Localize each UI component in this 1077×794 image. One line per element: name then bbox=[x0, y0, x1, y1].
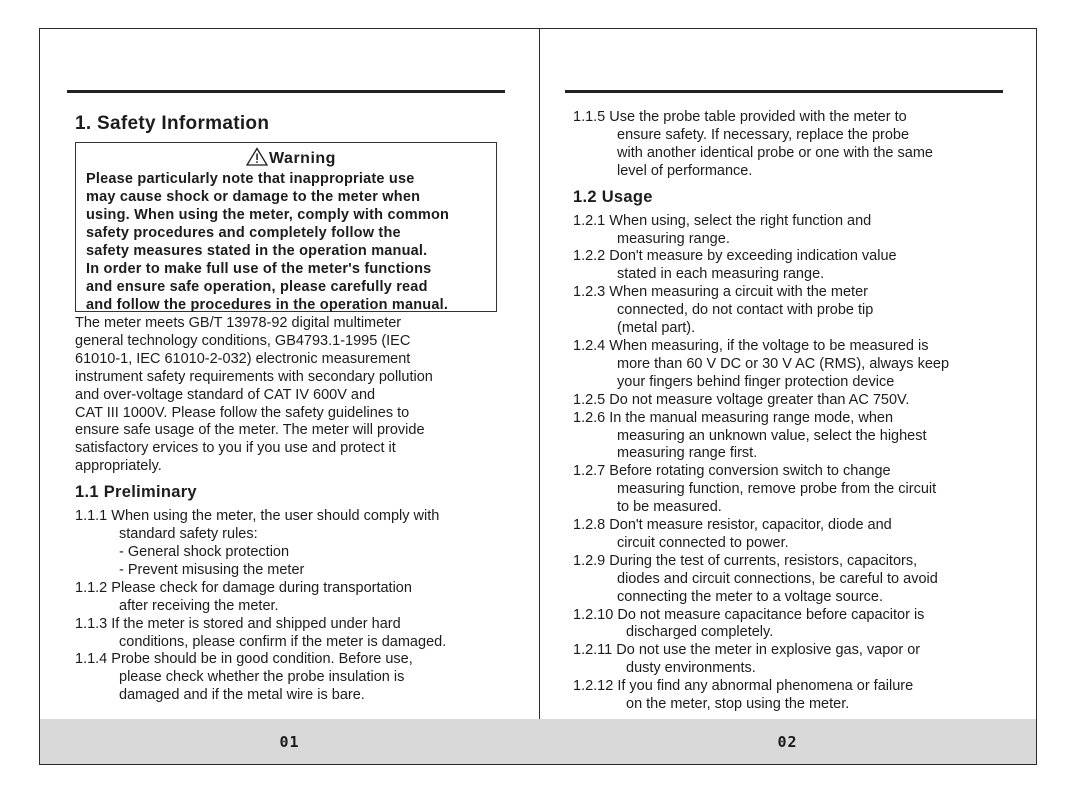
item-first-line: 1.1.3 If the meter is stored and shipped under hard bbox=[75, 615, 401, 632]
intro-line: The meter meets GB/T 13978-92 digital multimeter bbox=[75, 315, 402, 331]
item-continuation: discharged completely. bbox=[626, 624, 774, 641]
item-first-line: 1.2.4 When measuring, if the voltage to be measured is bbox=[573, 337, 929, 354]
item-continuation: level of performance. bbox=[617, 162, 753, 179]
item-continuation: connecting the meter to a voltage source. bbox=[617, 588, 883, 605]
list-item bbox=[573, 284, 1021, 338]
right-page-content bbox=[573, 109, 1021, 714]
intro-line: general technology conditions, GB4793.1-1995 (IEC bbox=[75, 332, 411, 349]
section-title: 1. Safety Information bbox=[75, 113, 270, 134]
page-number: 01 bbox=[279, 732, 300, 751]
intro-line: ensure safe usage of the meter. The meter will provide bbox=[75, 422, 425, 439]
item-continuation: with another identical probe or one with the same bbox=[617, 144, 933, 161]
warning-line: safety procedures and completely follow the bbox=[86, 225, 401, 241]
item-continuation: stated in each measuring range. bbox=[617, 266, 825, 283]
item-first-line: 1.2.2 Don't measure by exceeding indication value bbox=[573, 248, 897, 265]
list-item bbox=[573, 410, 1021, 464]
intro-line: satisfactory ervices to you if you use and protect it bbox=[75, 440, 396, 457]
warning-line: and ensure safe operation, please carefully read bbox=[86, 279, 428, 295]
warning-triangle-icon bbox=[246, 147, 268, 166]
item-first-line: 1.2.12 If you find any abnormal phenomena or failure bbox=[573, 678, 914, 695]
item-first-line: 1.2.7 Before rotating conversion switch to change bbox=[573, 463, 891, 480]
item-first-line: 1.1.1 When using the meter, the user should comply with bbox=[75, 508, 440, 525]
item-first-line: 1.2.10 Do not measure capacitance before capacitor is bbox=[573, 606, 925, 623]
right-page bbox=[539, 29, 1036, 764]
list-item bbox=[75, 616, 527, 652]
warning-line: Please particularly note that inappropriate use bbox=[86, 171, 415, 187]
item-continuation: ensure safety. If necessary, replace the probe bbox=[617, 126, 910, 143]
left-page-content bbox=[75, 113, 527, 705]
header-rule bbox=[565, 90, 1003, 93]
page-number: 02 bbox=[777, 732, 798, 751]
manual-spread bbox=[39, 28, 1037, 765]
list-item bbox=[573, 463, 1021, 517]
intro-line: CAT III 1000V. Please follow the safety guidelines to bbox=[75, 404, 410, 421]
item-first-line: 1.2.8 Don't measure resistor, capacitor, diode and bbox=[573, 517, 892, 534]
list-item bbox=[75, 508, 527, 580]
item-continuation: measuring an unknown value, select the highest bbox=[617, 427, 927, 444]
item-continuation: connected, do not contact with probe tip bbox=[617, 302, 874, 319]
item-continuation: - Prevent misusing the meter bbox=[119, 561, 305, 578]
list-item bbox=[573, 678, 1021, 714]
item-continuation: dusty environments. bbox=[626, 660, 756, 677]
list-item bbox=[573, 338, 1021, 392]
item-continuation: circuit connected to power. bbox=[617, 534, 789, 551]
list-item bbox=[573, 392, 1021, 410]
list-item bbox=[573, 607, 1021, 643]
left-page bbox=[40, 29, 540, 764]
item-continuation: damaged and if the metal wire is bare. bbox=[119, 687, 365, 704]
page-footer bbox=[40, 719, 539, 764]
intro-line: appropriately. bbox=[75, 458, 162, 475]
usage-title: 1.2 Usage bbox=[573, 187, 653, 206]
item-continuation: on the meter, stop using the meter. bbox=[626, 696, 850, 713]
header-rule bbox=[67, 90, 505, 93]
item-first-line: 1.1.4 Probe should be in good condition. Before use, bbox=[75, 651, 413, 668]
item-first-line: 1.1.2 Please check for damage during transportation bbox=[75, 579, 412, 596]
warning-line: and follow the procedures in the operation manual. bbox=[86, 297, 449, 313]
item-continuation: measuring function, remove probe from the circuit bbox=[617, 481, 937, 498]
item-first-line: 1.2.11 Do not use the meter in explosive gas, vapor or bbox=[573, 642, 921, 659]
item-first-line: 1.2.1 When using, select the right function and bbox=[573, 212, 872, 229]
warning-line: may cause shock or damage to the meter when bbox=[86, 189, 421, 205]
warning-line: using. When using the meter, comply with common bbox=[86, 207, 450, 223]
list-item bbox=[573, 213, 1021, 249]
item-continuation: conditions, please confirm if the meter is damaged. bbox=[119, 633, 447, 650]
intro-line: and over-voltage standard of CAT IV 600V and bbox=[75, 386, 376, 403]
list-item bbox=[573, 109, 1021, 181]
list-item bbox=[75, 651, 527, 705]
warning-title: Warning bbox=[269, 150, 336, 167]
item-continuation: measuring range. bbox=[617, 230, 730, 247]
list-item bbox=[573, 248, 1021, 284]
item-continuation: please check whether the probe insulation is bbox=[119, 669, 405, 686]
intro-paragraph bbox=[75, 315, 527, 476]
item-continuation: standard safety rules: bbox=[119, 526, 258, 543]
warning-box bbox=[75, 142, 497, 312]
item-continuation: after receiving the meter. bbox=[119, 597, 279, 614]
intro-line: instrument safety requirements with secondary pollution bbox=[75, 368, 433, 385]
list-item bbox=[573, 642, 1021, 678]
item-continuation: more than 60 V DC or 30 V AC (RMS), always keep bbox=[617, 355, 950, 372]
preliminary-title: 1.1 Preliminary bbox=[75, 483, 197, 502]
item-first-line: 1.2.5 Do not measure voltage greater than AC 750V. bbox=[573, 391, 910, 408]
item-continuation: to be measured. bbox=[617, 499, 722, 516]
warning-heading bbox=[86, 147, 496, 170]
warning-line: safety measures stated in the operation manual. bbox=[86, 243, 428, 259]
item-continuation: your fingers behind finger protection device bbox=[617, 373, 895, 390]
intro-line: 61010-1, IEC 61010-2-032) electronic measurement bbox=[75, 350, 411, 367]
item-first-line: 1.2.9 During the test of currents, resistors, capacitors, bbox=[573, 552, 918, 569]
item-continuation: - General shock protection bbox=[119, 543, 290, 560]
warning-line: In order to make full use of the meter's functions bbox=[86, 261, 432, 277]
item-continuation: (metal part). bbox=[617, 320, 696, 337]
list-item bbox=[75, 580, 527, 616]
item-continuation: measuring range first. bbox=[617, 445, 758, 462]
list-item bbox=[573, 517, 1021, 553]
item-continuation: diodes and circuit connections, be careful to avoid bbox=[617, 570, 938, 587]
item-first-line: 1.2.6 In the manual measuring range mode, when bbox=[573, 409, 894, 426]
item-first-line: 1.1.5 Use the probe table provided with the meter to bbox=[573, 109, 907, 125]
page-footer bbox=[539, 719, 1036, 764]
item-first-line: 1.2.3 When measuring a circuit with the meter bbox=[573, 284, 868, 301]
list-item bbox=[573, 553, 1021, 607]
